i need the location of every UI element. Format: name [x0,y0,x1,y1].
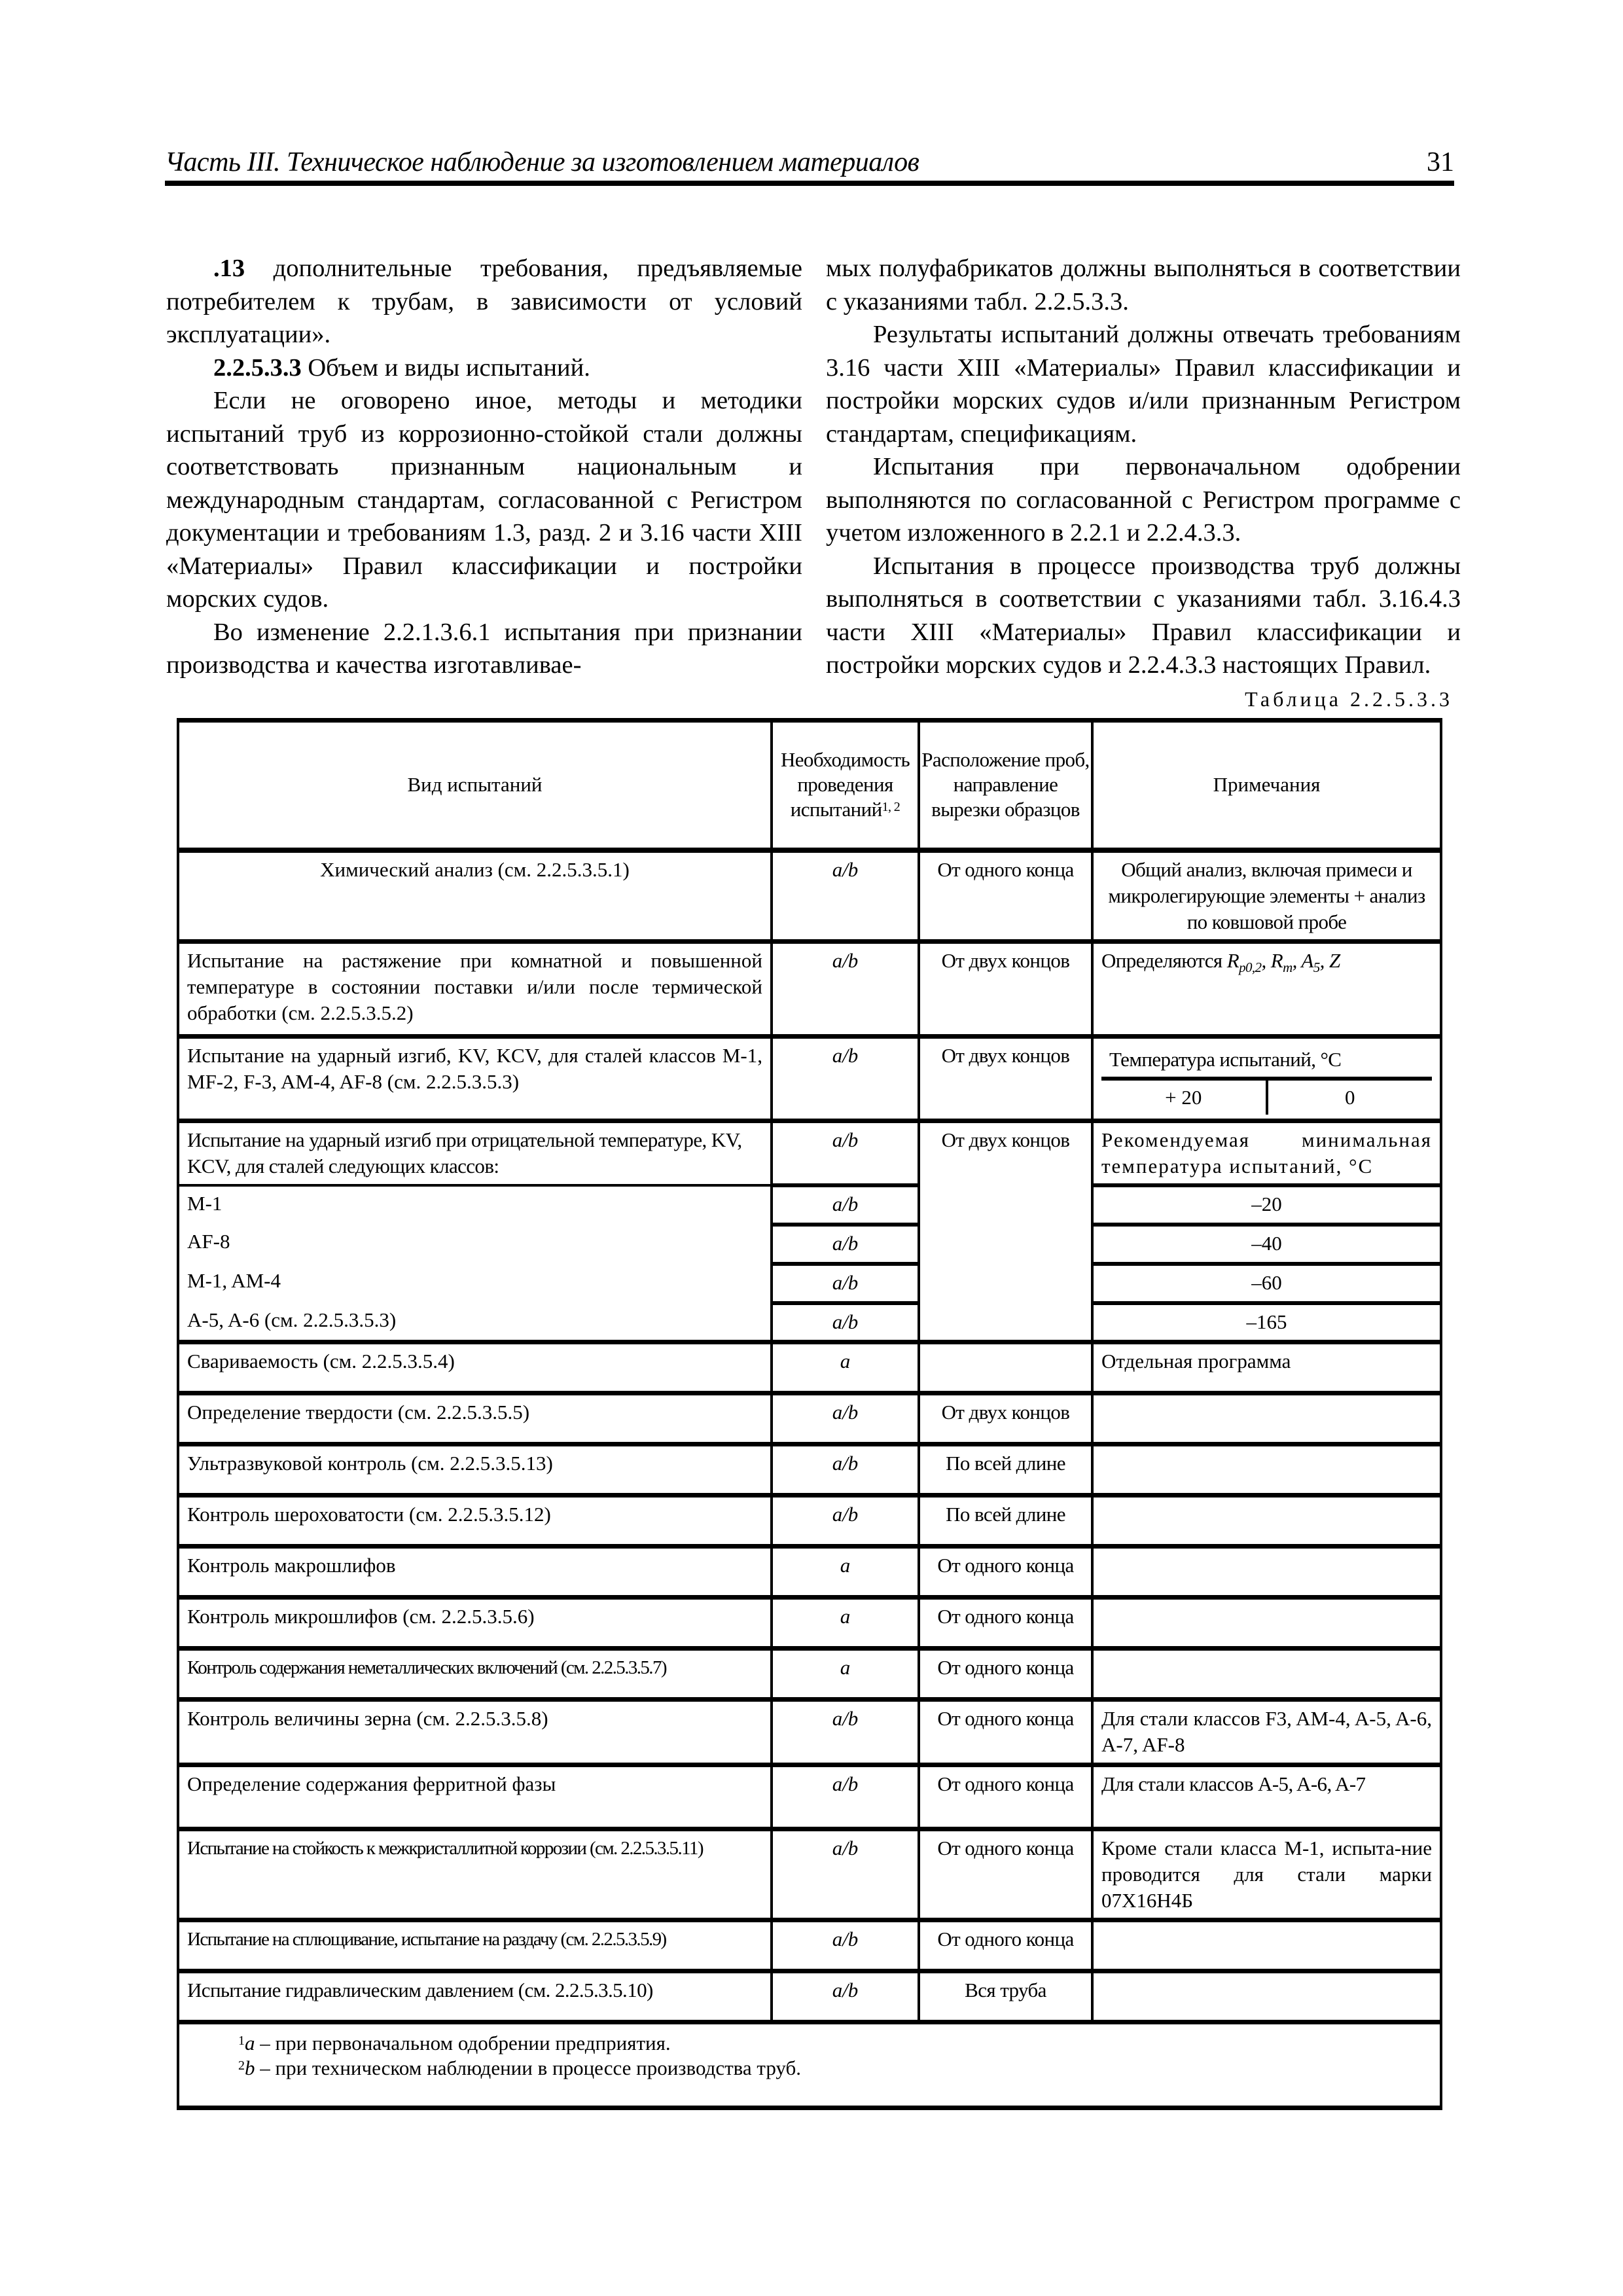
cell-note: Рекомендуемая минимальная температура испытаний, °С [1092,1121,1441,1185]
table-header-row [178,721,1441,850]
cell-note: Кроме стали класса M-1, испыта-ние проводится для стали марки 07Х16Н4Б [1092,1829,1441,1920]
cell-temp: –60 [1092,1264,1441,1303]
cell-note [1092,1036,1441,1121]
cell-test: Испытание гидравлическим давлением (см. 2.2.5.3.5.10) [178,1971,772,2022]
table-subrow [178,1225,1441,1264]
cell-need: a/b [772,1303,919,1342]
cell-need: a/b [772,941,919,1036]
cell-test: Испытание на сплющивание, испытание на раздачу (см. 2.2.5.3.5.9) [178,1920,772,1971]
table-row [178,1598,1441,1649]
paragraph-production-tests: Испытания в процессе производства труб должны выполняться в соответствии с указаниями табл. 3.16.4.3 части XIII «Материалы» Правил классификации и постройки морских судов и 2.2.4.3.3 настоящих Правил. [826,552,1461,679]
cell-location: По всей длине [919,1496,1092,1547]
table-row [178,1393,1441,1444]
running-head [165,137,1454,186]
paragraph-initial-approval: Испытания при первоначальном одобрении выполняются по согласованной с Регистром программе с учетом изложенного в 2.2.1 и 2.2.4.3.3. [826,453,1461,547]
cell-need: a/b [772,1829,919,1920]
cell-location: От одного конца [919,1700,1092,1765]
cell-need: a/b [772,1264,919,1303]
cell-test: Испытание на растяжение при комнатной и повышенной температуре в состоянии поставки и/или после термической обработки (см. 2.2.5.3.5.2) [178,941,772,1036]
temp-value: + 20 [1101,1079,1267,1115]
cell-note: Для стали классов F3, AM-4, A-5, A-6, A-7, AF-8 [1092,1700,1441,1765]
section-title: Объем и виды испытаний. [301,353,590,382]
cell-need: a/b [772,1765,919,1829]
table-row [178,1444,1441,1496]
cell-need: a/b [772,1971,919,2022]
cell-location: От одного конца [919,1649,1092,1700]
cell-location: От двух концов [919,941,1092,1036]
cell-test: Испытание на стойкость к межкристаллитной коррозии (см. 2.2.5.3.5.11) [178,1829,772,1920]
cell-note: Для стали классов A-5, A-6, A-7 [1092,1765,1441,1829]
table-row [178,1036,1441,1121]
cell-need: a/b [772,1121,919,1185]
table-subrow [178,1303,1441,1342]
cell-location: От двух концов [919,1121,1092,1342]
cell-need: a/b [772,1185,919,1225]
table-row [178,1920,1441,1971]
table-row [178,1496,1441,1547]
table-subrow [178,1185,1441,1225]
running-head-title: Часть III. Техническое наблюдение за изготовлением материалов [165,147,919,177]
table-footnotes [178,2022,1441,2108]
table-row [178,1971,1441,2022]
cell-note [1092,1496,1441,1547]
cell-need: a/b [772,1393,919,1444]
temp-value: 0 [1267,1079,1433,1115]
cell-test: Контроль микрошлифов (см. 2.2.5.3.5.6) [178,1598,772,1649]
cell-test: Испытание на ударный изгиб, KV, KCV, для сталей классов M-1, MF-2, F-3, AM-4, AF-8 (см. 2.2.5.3.5.3) [178,1036,772,1121]
table-subrow [178,1264,1441,1303]
cell-location: От одного конца [919,1765,1092,1829]
cell-location: От одного конца [919,1920,1092,1971]
cell-test: Свариваемость (см. 2.2.5.3.5.4) [178,1342,772,1393]
footnote-mark: 1 [238,2034,245,2048]
cell-note [1092,941,1441,1036]
paragraph-amendment: Во изменение 2.2.1.3.6.1 испытания при признании производства и качества изготавливае- [166,618,802,679]
cell-need: a [772,1342,919,1393]
note-prefix: Определяются [1101,948,1227,972]
cell-need: a/b [772,1225,919,1264]
table-row [178,850,1441,942]
cell-steel-class: M-1, AM-4 [178,1264,772,1303]
cell-test: Контроль содержания неметаллических включений (см. 2.2.5.3.5.7) [178,1649,772,1700]
cell-test: Испытание на ударный изгиб при отрицательной температуре, KV, KCV, для сталей следующих классов: [178,1121,772,1185]
header-test-type: Вид испытаний [178,721,772,850]
cell-note [1092,1547,1441,1598]
table-row [178,1700,1441,1765]
paragraph-continuation: мых полуфабрикатов должны выполняться в соответствии с указаниями табл. 2.2.5.3.3. [826,255,1461,315]
footnote-symbol: a [245,2032,255,2054]
right-text-column [826,252,1461,682]
table-row [178,1121,1441,1185]
section-number: 2.2.5.3.3 [213,353,302,382]
cell-note: Отдельная программа [1092,1342,1441,1393]
cell-location: Вся труба [919,1971,1092,2022]
cell-steel-class: M-1 [178,1185,772,1225]
cell-test: Контроль макрошлифов [178,1547,772,1598]
header-notes: Примечания [1092,721,1441,850]
cell-note [1092,1649,1441,1700]
cell-test: Химический анализ (см. 2.2.5.3.5.1) [178,850,772,942]
footnote [238,2031,1440,2056]
paragraph-results: Результаты испытаний должны отвечать требованиям 3.16 части XIII «Материалы» Правил классификации и постройки морских судов и/или признанным Регистром стандартам, спецификациям. [826,321,1461,448]
table-caption: Таблица 2.2.5.3.3 [1245,687,1453,711]
cell-steel-class: AF-8 [178,1225,772,1264]
cell-need: a [772,1649,919,1700]
table-row [178,1765,1441,1829]
cell-need: a/b [772,1036,919,1121]
table-row [178,1547,1441,1598]
cell-steel-class: A-5, A-6 (см. 2.2.5.3.5.3) [178,1303,772,1342]
cell-location: От одного конца [919,1598,1092,1649]
cell-test: Ультразвуковой контроль (см. 2.2.5.3.5.13) [178,1444,772,1496]
section-heading-2-2-5-3-3 [166,351,802,385]
cell-location: От двух концов [919,1036,1092,1121]
cell-location [919,1342,1092,1393]
cell-note: Общий анализ, включая примеси и микролегирующие элементы + анализ по ковшовой пробе [1092,850,1441,942]
footnote [238,2056,1440,2081]
cell-test: Определение твердости (см. 2.2.5.3.5.5) [178,1393,772,1444]
cell-location: От одного конца [919,1547,1092,1598]
header-necessity-text: Необходимость проведения испытаний [780,748,910,821]
temp-label: Температура испытаний, °С [1109,1047,1342,1071]
table-row [178,1829,1441,1920]
footnote-text: – при техническом наблюдении в процессе производства труб. [255,2056,802,2079]
paragraph-item-13 [166,252,802,351]
cell-need: a/b [772,1700,919,1765]
footnote-ref: 1, 2 [882,800,901,815]
footnote-mark: 2 [238,2058,245,2073]
note-variables: $R_{p0,2}$, $R_m$, $A_5$, Z [1226,948,1340,975]
page-number: 31 [1427,147,1454,177]
cell-location: По всей длине [919,1444,1092,1496]
cell-need: a/b [772,850,919,942]
cell-temp: –20 [1092,1185,1441,1225]
cell-need: a [772,1547,919,1598]
cell-location: От двух концов [919,1393,1092,1444]
cell-test: Контроль величины зерна (см. 2.2.5.3.5.8) [178,1700,772,1765]
cell-test: Определение содержания ферритной фазы [178,1765,772,1829]
footnote-text: – при первоначальном одобрении предприятия. [255,2032,671,2054]
cell-temp: –165 [1092,1303,1441,1342]
cell-need: a/b [772,1496,919,1547]
cell-need: a/b [772,1444,919,1496]
cell-location: От одного конца [919,850,1092,942]
header-location: Расположение проб, направление вырезки образцов [919,721,1092,850]
cell-test: Контроль шероховатости (см. 2.2.5.3.5.12) [178,1496,772,1547]
paragraph-text: дополнительные требования, предъявляемые потребителем к трубам, в зависимости от условий эксплуатации». [166,255,802,348]
header-necessity [772,721,919,850]
footnote-symbol: b [245,2056,255,2079]
table-row [178,941,1441,1036]
test-temperature-subtable [1101,1043,1432,1115]
item-number: .13 [213,255,245,282]
table-row [178,1649,1441,1700]
cell-note [1092,1393,1441,1444]
tests-table [177,718,1442,2110]
cell-note [1092,1920,1441,1971]
cell-temp: –40 [1092,1225,1441,1264]
left-text-column [166,252,802,682]
cell-note [1092,1971,1441,2022]
cell-need: a/b [772,1920,919,1971]
cell-location: От одного конца [919,1829,1092,1920]
table-footnotes-row [178,2022,1441,2108]
cell-need: a [772,1598,919,1649]
cell-note [1092,1444,1441,1496]
paragraph-methods: Если не оговорено иное, методы и методики испытаний труб из коррозионно-стойкой стали должны соответствовать признанным национальным и международным стандартам, согласованной с Регистром документации и требованиям 1.3, разд. 2 и 3.16 части XIII «Материалы» Правил классификации и постройки морских судов. [166,387,802,613]
table-row [178,1342,1441,1393]
cell-note [1092,1598,1441,1649]
